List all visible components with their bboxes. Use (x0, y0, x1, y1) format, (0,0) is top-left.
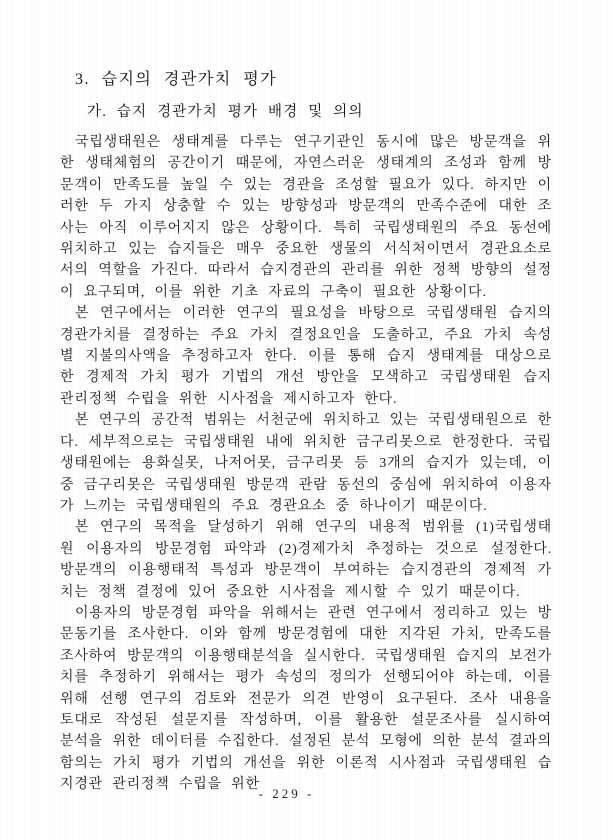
body-paragraph: 본 연구의 공간적 범위는 서천군에 위치하고 있는 국립생태원으로 한다. 세부적으로는 국립생태원 내에 위치한 금구리못으로 한정한다. 국립생태원에는 용화실못, 나저어못, 금구리못 등 3개의 습지가 있는데, 이 중 금구리못은 국립생태원 방문객 관람 동선의 중심에 위치하여 이용자가 느끼는 국립생태원의 주요 경관요소 중 하나이기 때문이다. (60, 413, 552, 514)
body-paragraph: 본 연구에서는 이러한 연구의 필요성을 바탕으로 국립생태원 습지의 경관가치를 결정하는 주요 가치 결정요인을 도출하고, 주요 가치 속성별 지불의사액을 추정하고자 한다. 이를 통해 습지 생태계를 대상으로 한 경제적 가치 평가 기법의 개선 방안을 모색하고 국립생태원 습지 관리정책 수립을 위한 시사점을 제시하고자 한다. (60, 306, 552, 407)
section-heading: 3. 습지의 경관가치 평가 (75, 71, 278, 88)
subsection-heading: 가. 습지 경관가치 평가 배경 및 의의 (87, 104, 364, 120)
page-content (60, 70, 552, 796)
page-number: - 229 - (258, 786, 315, 801)
body-paragraph: 국립생태원은 생태계를 다루는 연구기관인 동시에 많은 방문객을 위한 생태체험의 공간이기 때문에, 자연스러운 생태계의 조성과 함께 방문객이 만족도를 높일 수 있는 경관을 조성할 필요가 있다. 하지만 이러한 두 가지 상충할 수 있는 방향성과 방문객의 만족수준에 대한 조사는 아직 이루어지지 않은 상황이다. 특히 국립생태원의 주요 동선에 위치하고 있는 습지들은 매우 중요한 생물의 서식처이면서 경관요소로서의 역할을 가진다. 따라서 습지경관의 관리를 위한 정책 방향의 설정이 요구되며, 이를 위한 기초 자료의 구축이 필요한 상황이다. (60, 135, 552, 300)
body-paragraph: 이용자의 방문경험 파악을 위해서는 관련 연구에서 정리하고 있는 방문동기를 조사한다. 이와 함께 방문경험에 대한 지각된 가치, 만족도를 조사하여 방문객의 이용행태분석을 실시한다. 국립생태원 습지의 보전가치를 추정하기 위해서는 평가 속성의 정의가 선행되어야 하는데, 이를 위해 선행 연구의 검토와 전문가 의견 반영이 요구된다. 조사 내용을 토대로 작성된 설문지를 작성하며, 이를 활용한 설문조사를 실시하여 분석을 위한 데이터를 수집한다. 설정된 분석 모형에 의한 분석 결과의 함의는 가치 평가 기법의 개선을 위한 이론적 시사점과 국립생태원 습지경관 관리정책 수립을 위한 (60, 605, 552, 793)
body-text (60, 132, 552, 796)
body-paragraph: 본 연구의 목적을 달성하기 위해 연구의 내용적 범위를 (1)국립생태원 이용자의 방문경험 파악과 (2)경제가치 추정하는 것으로 설정한다. 방문객의 이용행태적 특성과 방문객이 부여하는 습지경관의 경제적 가치는 정책 결정에 있어 중요한 시사점을 제시할 수 있기 때문이다. (60, 520, 552, 600)
